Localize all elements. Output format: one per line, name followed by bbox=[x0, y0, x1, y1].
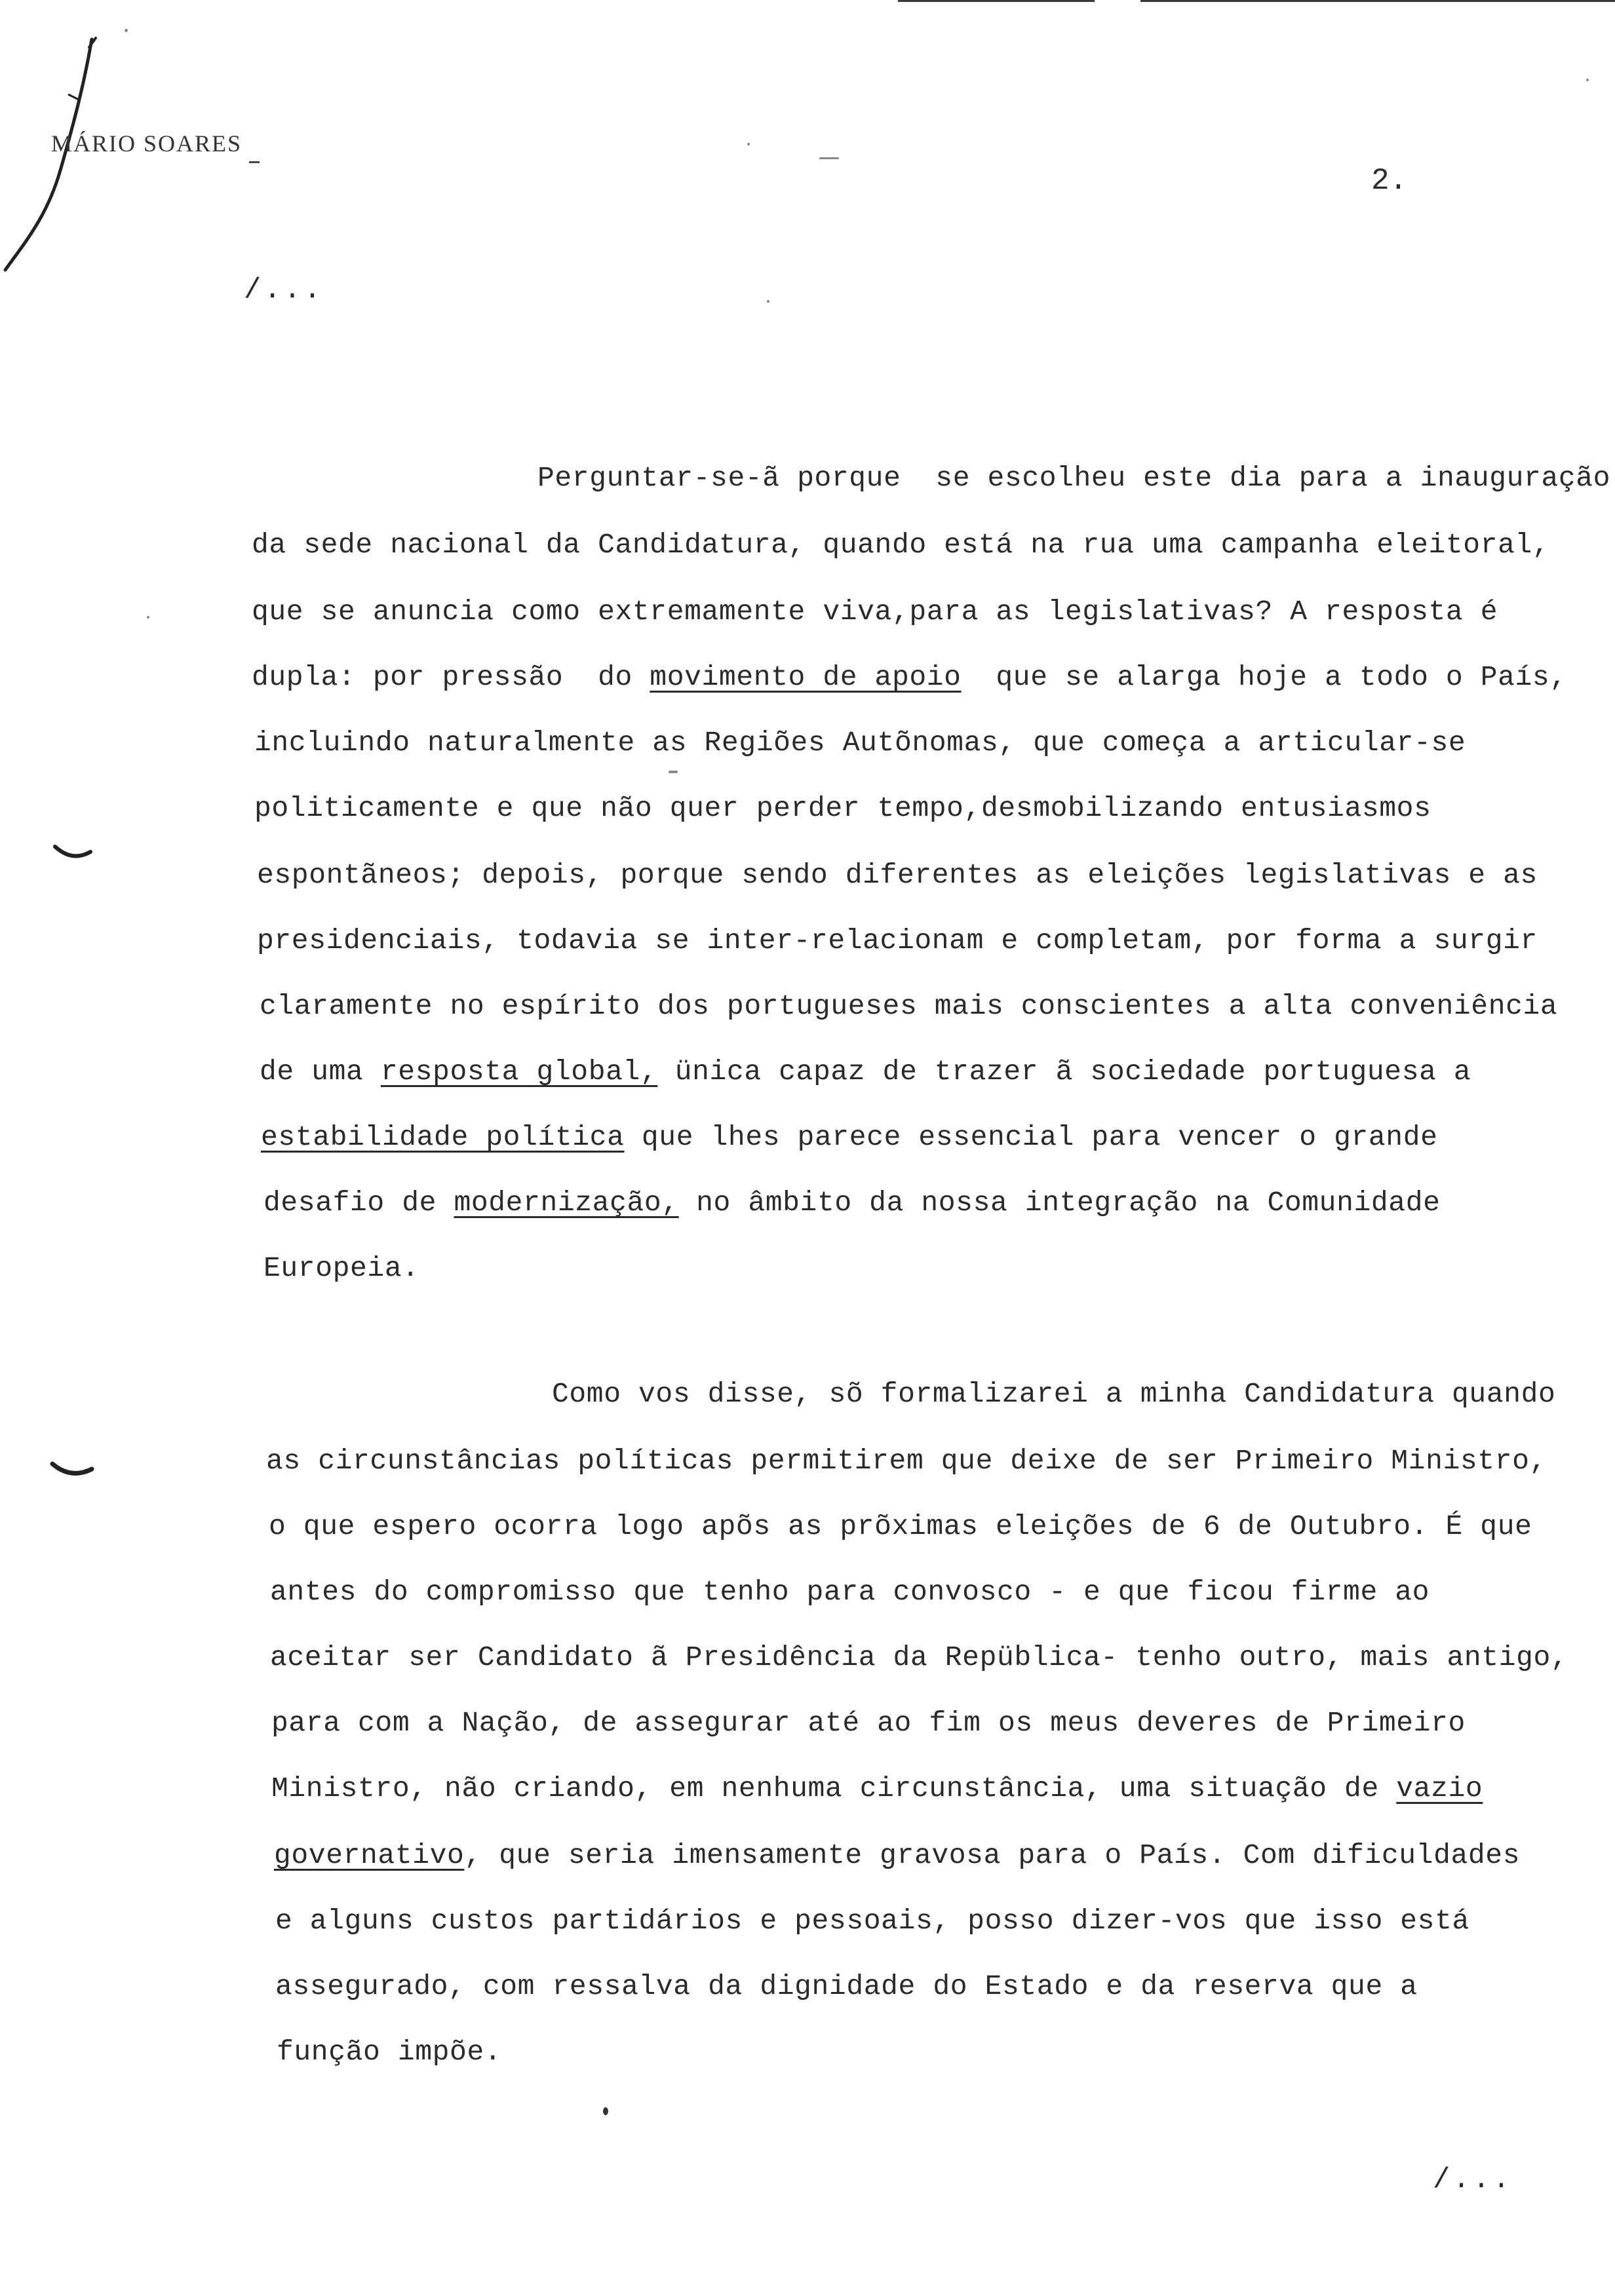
text-segment: desafio de bbox=[263, 1187, 454, 1219]
text-line bbox=[254, 789, 1431, 828]
text-segment: Europeia. bbox=[263, 1252, 419, 1284]
scan-top-rule bbox=[898, 0, 1095, 2]
text-line bbox=[269, 1507, 1532, 1546]
text-segment: que se anuncia como extremamente viva,para as legislativas? A resposta é bbox=[252, 596, 1498, 628]
text-line bbox=[270, 1638, 1568, 1677]
text-segment: no âmbito da nossa integração na Comunidade bbox=[678, 1187, 1441, 1219]
text-line bbox=[537, 459, 1610, 498]
text-line bbox=[252, 592, 1498, 632]
text-segment: Perguntar-se-ã porque se escolheu este dia para a inauguração bbox=[537, 462, 1611, 494]
text-line bbox=[261, 1118, 1438, 1157]
text-segment: espontãneos; depois, porque sendo diferentes as eleições legislativas e as bbox=[257, 859, 1538, 891]
text-segment: antes do compromisso que tenho para convosco - e que ficou firme ao bbox=[270, 1576, 1430, 1608]
text-segment: incluindo naturalmente as Regiões Autõnomas, que começa a articular-se bbox=[254, 727, 1466, 759]
text-segment: dupla: por pressão do bbox=[252, 661, 650, 693]
scan-speck bbox=[603, 2107, 608, 2115]
scan-speck bbox=[767, 300, 769, 303]
text-line bbox=[277, 2033, 501, 2072]
continuation-mark-top: /... bbox=[244, 274, 324, 307]
scan-speck bbox=[125, 29, 128, 32]
text-segment: claramente no espírito dos portugueses mais conscientes a alta conveniência bbox=[260, 990, 1558, 1022]
text-line bbox=[252, 526, 1549, 565]
text-segment: politicamente e que não quer perder tempo,desmobilizando entusiasmos bbox=[254, 792, 1431, 824]
scan-top-rule bbox=[1140, 0, 1615, 2]
text-segment: que lhes parece essencial para vencer o grande bbox=[624, 1121, 1438, 1153]
text-line bbox=[552, 1375, 1555, 1414]
text-line bbox=[275, 1902, 1469, 1941]
scan-speck bbox=[819, 157, 839, 159]
scan-speck bbox=[1586, 79, 1589, 81]
text-segment: aceitar ser Candidato ã Presidência da Repüblica- tenho outro, mais antigo, bbox=[270, 1641, 1568, 1674]
underlined-phrase: vazio bbox=[1396, 1772, 1483, 1805]
text-segment: que se alarga hoje a todo o País, bbox=[961, 661, 1567, 693]
text-segment: Ministro, não criando, em nenhuma circunstância, uma situação de bbox=[271, 1772, 1397, 1805]
underlined-phrase: resposta global, bbox=[380, 1056, 658, 1088]
underlined-phrase: modernização, bbox=[454, 1187, 679, 1219]
margin-punch-marks bbox=[0, 0, 131, 2296]
text-line bbox=[275, 1967, 1418, 2006]
underlined-phrase: movimento de apoio bbox=[650, 661, 962, 693]
text-line bbox=[260, 1052, 1471, 1092]
underlined-phrase: estabilidade política bbox=[261, 1121, 625, 1153]
letterhead-tick bbox=[249, 161, 260, 163]
text-segment: o que espero ocorra logo apõs as prõximas eleições de 6 de Outubro. É que bbox=[269, 1510, 1532, 1542]
text-line bbox=[274, 1836, 1520, 1875]
text-segment: as circunstâncias políticas permitirem que deixe de ser Primeiro Ministro, bbox=[266, 1445, 1547, 1477]
text-segment: e alguns custos partidários e pessoais, posso dizer-vos que isso está bbox=[275, 1905, 1469, 1937]
scan-speck bbox=[747, 143, 750, 145]
text-line bbox=[254, 723, 1466, 763]
text-line bbox=[260, 987, 1557, 1026]
scan-speck bbox=[147, 616, 149, 619]
text-segment: , que seria imensamente gravosa para o País. Com dificuldades bbox=[464, 1839, 1521, 1871]
page-number: 2. bbox=[1371, 164, 1408, 198]
text-segment: assegurado, com ressalva da dignidade do Estado e da reserva que a bbox=[275, 1970, 1418, 2002]
text-line bbox=[263, 1249, 419, 1288]
letterhead: MÁRIO SOARES bbox=[51, 130, 243, 157]
text-line bbox=[271, 1769, 1483, 1808]
text-line bbox=[257, 856, 1538, 895]
underlined-phrase: governativo bbox=[274, 1839, 465, 1871]
text-line bbox=[270, 1573, 1430, 1612]
text-line bbox=[263, 1183, 1441, 1223]
text-segment: presidenciais, todavia se inter-relacionam e completam, por forma a surgir bbox=[257, 925, 1538, 957]
text-line bbox=[252, 658, 1567, 697]
text-segment: Como vos disse, sõ formalizarei a minha Candidatura quando bbox=[552, 1378, 1556, 1410]
text-segment: ünica capaz de trazer ã sociedade portuguesa a bbox=[657, 1056, 1471, 1088]
scan-speck bbox=[669, 771, 678, 773]
text-segment: função impõe. bbox=[277, 2036, 502, 2068]
text-line bbox=[266, 1442, 1547, 1481]
text-line bbox=[271, 1704, 1466, 1743]
text-segment: da sede nacional da Candidatura, quando está na rua uma campanha eleitoral, bbox=[252, 529, 1550, 561]
continuation-mark-bottom: /... bbox=[1433, 2164, 1513, 2196]
text-line bbox=[257, 921, 1538, 961]
text-segment: de uma bbox=[260, 1056, 381, 1088]
text-segment: para com a Nação, de assegurar até ao fim os meus deveres de Primeiro bbox=[271, 1707, 1466, 1739]
